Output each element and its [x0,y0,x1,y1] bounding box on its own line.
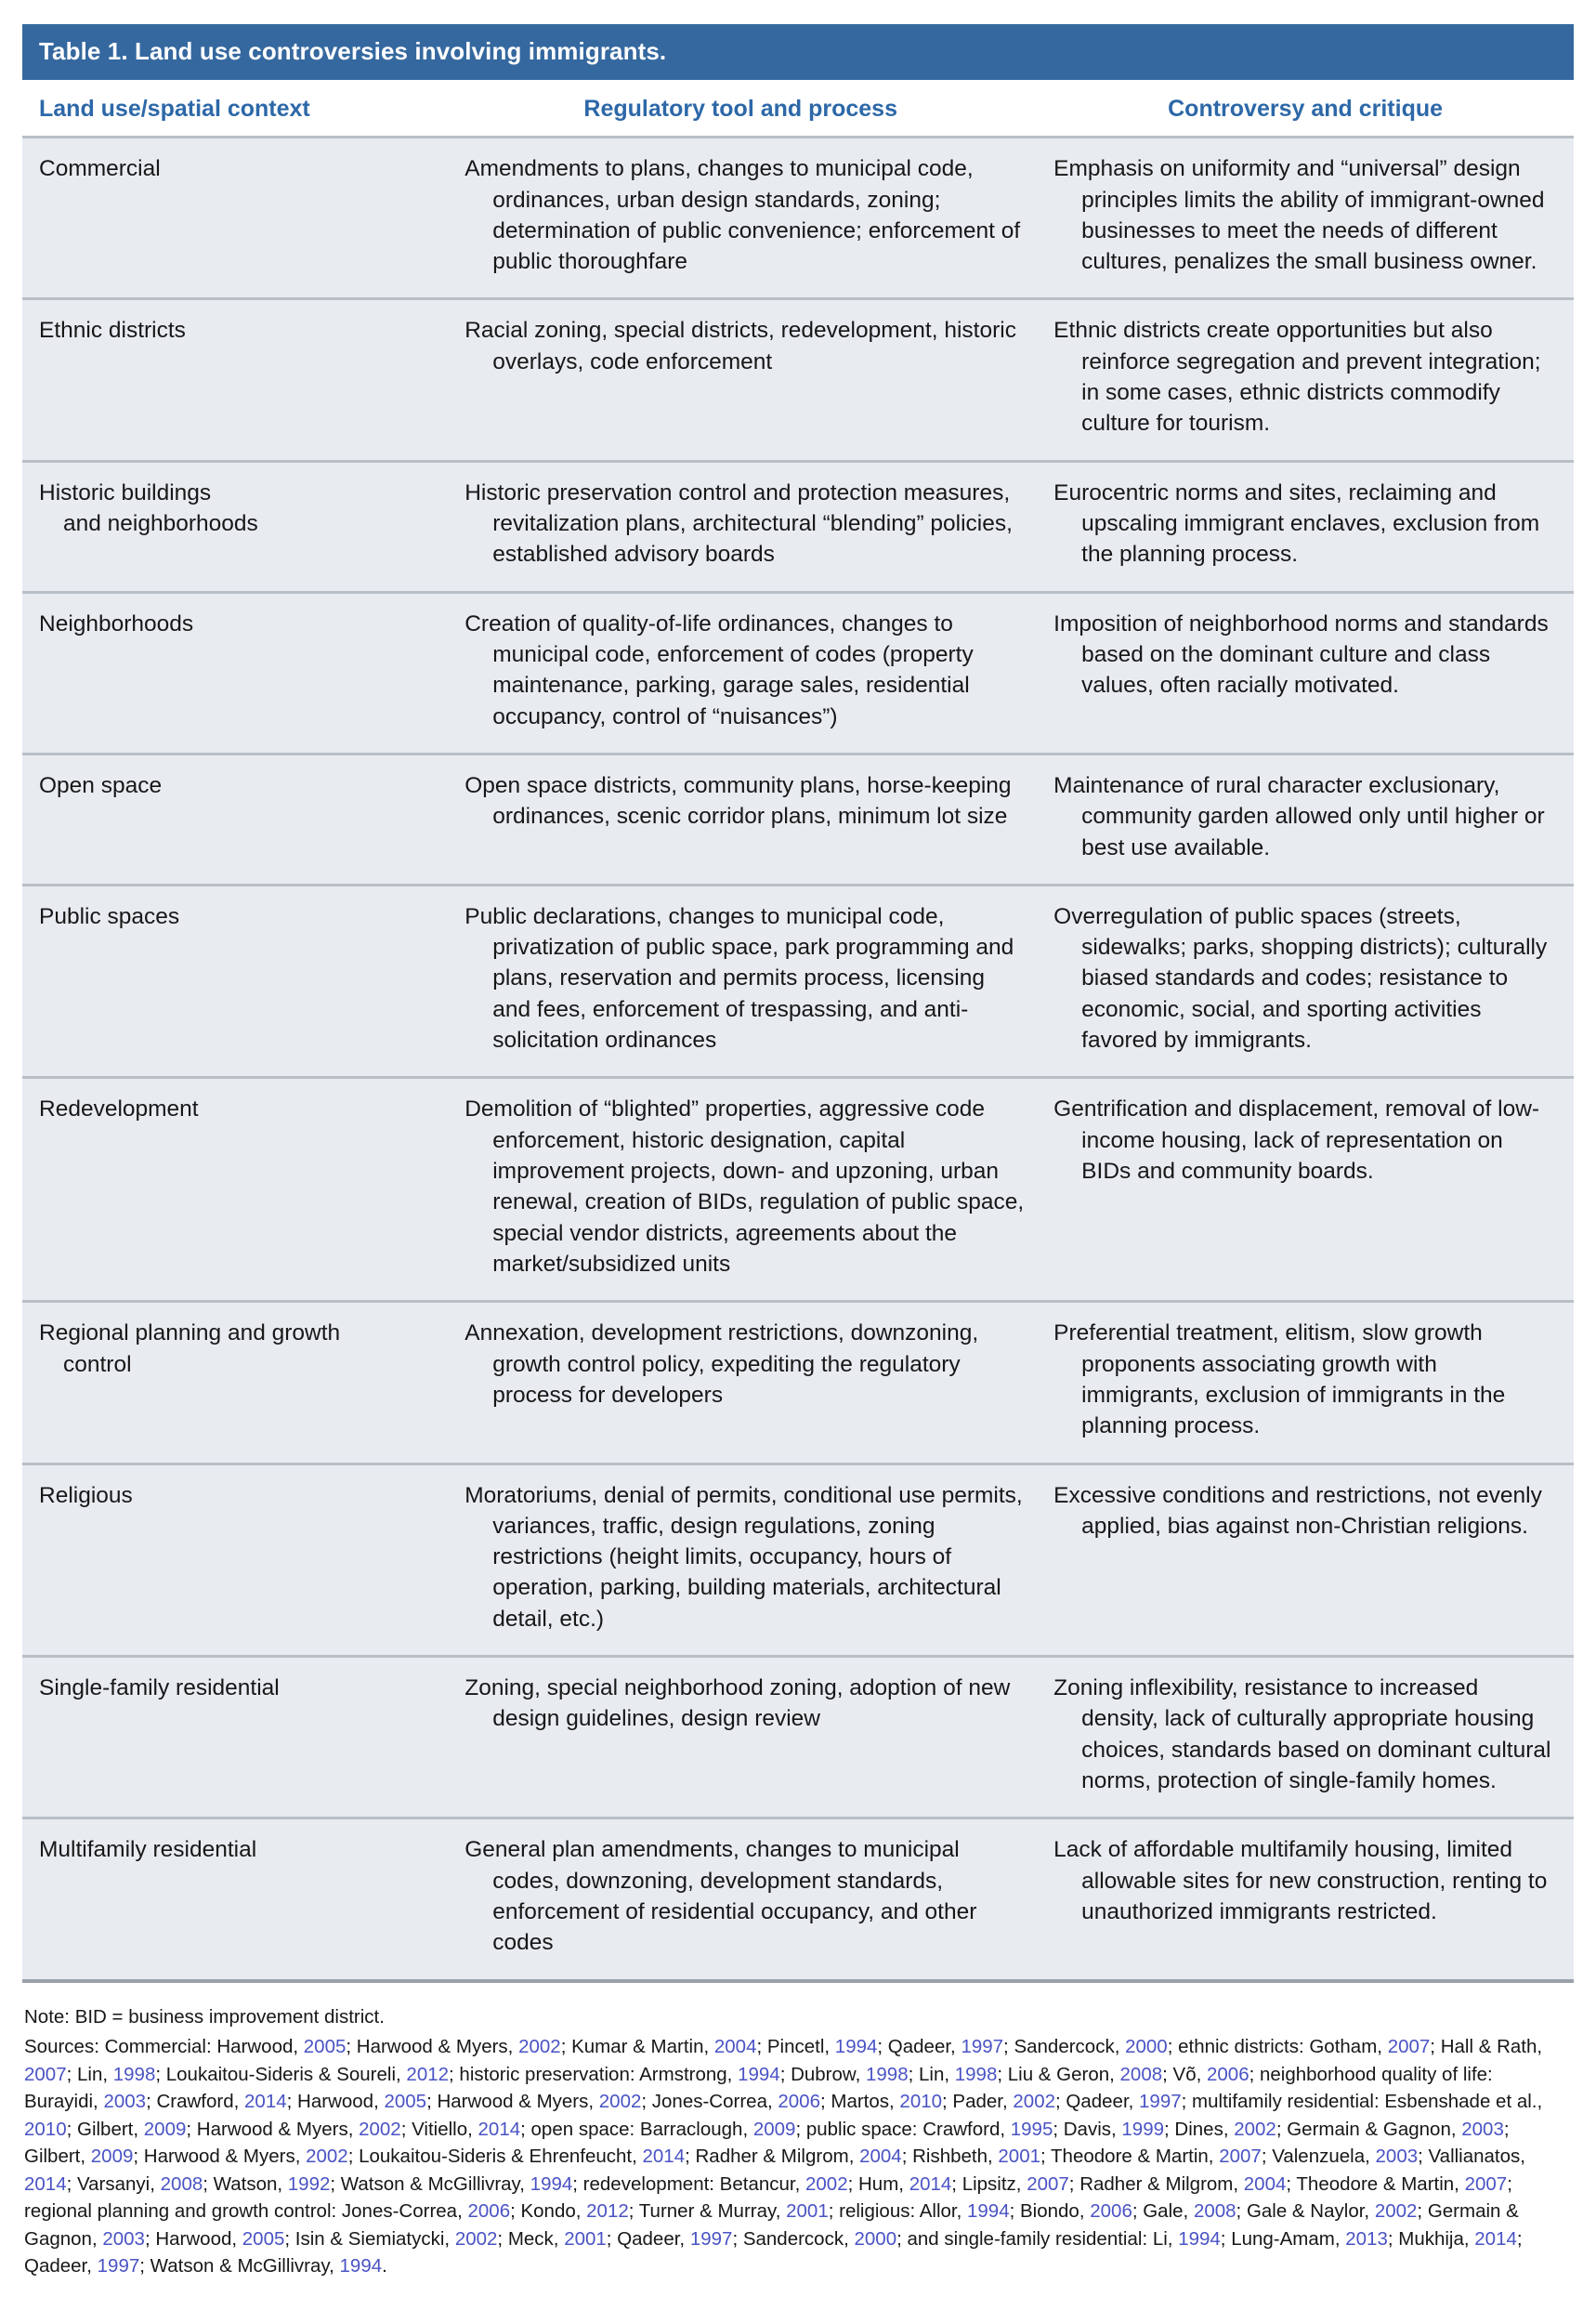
table-row [22,594,1574,755]
controversy-critique-text: Preferential treatment, elitism, slow growth proponents associating growth with immigrants, exclusion of immigrants in the planning process. [1053,1320,1506,1439]
citation-year: 2009 [90,2146,134,2168]
citation-year: 2014 [642,2146,686,2168]
context-label: Multifamily residential [39,1837,257,1863]
table-row [22,755,1574,886]
cell-controversy-critique [1037,886,1574,1077]
cell-regulatory-tool [444,1658,1037,1817]
column-header-controversy: Controversy and critique [1168,96,1444,123]
citation-year: 2001 [786,2200,829,2223]
citation-year: 2009 [143,2118,187,2140]
controversy-critique-text: Gentrification and displacement, removal of low-income housing, lack of representation on BIDs and community boards. [1053,1096,1540,1184]
citation-year: 1994 [339,2255,383,2277]
citation-year: 2014 [1474,2227,1517,2250]
cell-controversy-critique [1037,463,1574,591]
citation-year: 1994 [1178,2227,1221,2250]
table-footnotes [22,1983,1574,2280]
cell-controversy-critique [1037,300,1574,459]
table-row [22,1819,1574,1982]
citation-year: 2008 [1119,2063,1163,2085]
context-label: Public spaces [39,903,180,929]
regulatory-tool-text: General plan amendments, changes to municipal codes, downzoning, development standards, enforcement of residential occupancy, and other codes [464,1837,977,1956]
context-label: Open space [39,772,163,798]
cell-land-use-context [22,1465,444,1656]
citation-year: 2003 [102,2227,145,2250]
context-label: Redevelopment [39,1096,199,1122]
citation-year: 2012 [406,2063,450,2085]
table-row [22,1303,1574,1464]
table-title: Table 1. Land use controversies involving immigrants. [22,24,1574,80]
context-label-continued: and neighborhoods [63,511,258,536]
controversy-critique-text: Excessive conditions and restrictions, not evenly applied, bias against non-Christian religions. [1053,1482,1542,1539]
controversy-critique-text: Overregulation of public spaces (streets, sidewalks; parks, shopping districts); culturally biased standards and codes; resistance to economic, social, and sporting activities favored by immigrants. [1053,903,1548,1054]
note-bid-definition: Note: BID = business improvement district. [24,2005,385,2028]
citation-year: 1995 [1010,2118,1053,2140]
cell-controversy-critique [1037,138,1574,297]
cell-regulatory-tool [444,1303,1037,1462]
citation-year: 1997 [689,2227,733,2250]
citation-year: 2002 [805,2172,848,2195]
context-label: Commercial [39,156,161,182]
citation-year: 2002 [454,2227,498,2250]
column-header-land-use: Land use/spatial context [39,96,310,123]
cell-regulatory-tool [444,1465,1037,1656]
citation-year: 1998 [865,2063,909,2085]
context-label: Ethnic districts [39,318,186,344]
citation-year: 2006 [467,2200,511,2223]
table-row [22,1079,1574,1303]
cell-controversy-critique [1037,1465,1574,1656]
cell-land-use-context [22,1079,444,1300]
cell-regulatory-tool [444,1819,1037,1978]
context-label: Single-family residential [39,1675,280,1701]
citation-year: 2005 [384,2091,427,2113]
citation-year: 2004 [713,2036,757,2058]
controversy-critique-text: Eurocentric norms and sites, reclaiming and upscaling immigrant enclaves, exclusion from the planning process. [1053,479,1540,568]
citation-year: 2001 [564,2227,607,2250]
citation-year: 2000 [854,2227,897,2250]
citation-year: 1997 [97,2255,140,2277]
table-row [22,1658,1574,1819]
citation-year: 2007 [1387,2036,1431,2058]
citation-year: 2010 [899,2091,943,2113]
context-label: Regional planning and growth [39,1320,341,1346]
citation-year: 2013 [1345,2227,1388,2250]
citation-year: 2014 [244,2091,287,2113]
citation-year: 2014 [477,2118,521,2140]
citation-year: 1992 [287,2172,331,2195]
context-label: Neighborhoods [39,610,194,637]
citation-year: 2006 [1090,2200,1132,2223]
table-row [22,1465,1574,1659]
regulatory-tool-text: Amendments to plans, changes to municipal code, ordinances, urban design standards, zoning; determination of public convenience; enforcement of public thoroughfare [464,156,1021,275]
regulatory-tool-text: Annexation, development restrictions, downzoning, growth control policy, expediting the regulatory process for developers [464,1320,979,1408]
citation-year: 2007 [1027,2172,1069,2195]
citation-year: 2002 [306,2146,348,2168]
citation-year: 2002 [518,2036,561,2058]
context-label: Historic buildings [39,479,212,505]
citation-year: 2004 [1243,2172,1287,2195]
citation-year: 1994 [738,2063,780,2085]
regulatory-tool-text: Zoning, special neighborhood zoning, adoption of new design guidelines, design review [464,1675,1011,1732]
regulatory-tool-text: Moratoriums, denial of permits, conditional use permits, variances, traffic, design regulations, zoning restrictions (height limits, occupancy, hours of operation, parking, building materials, architectural detail, etc.) [464,1482,1023,1632]
table-body [22,138,1574,1982]
table-column-headers [22,80,1574,138]
cell-regulatory-tool [444,886,1037,1077]
citation-year: 1999 [1121,2118,1165,2140]
citation-year: 2002 [359,2118,401,2140]
citation-year: 2003 [1461,2118,1504,2140]
regulatory-tool-text: Demolition of “blighted” properties, aggressive code enforcement, historic designation, capital improvement projects, down- and upzoning, urban renewal, creation of BIDs, regulation of public space, special vendor districts, agreements about the market/subsidized units [464,1096,1025,1277]
cell-regulatory-tool [444,755,1037,884]
regulatory-tool-text: Historic preservation control and protection measures, revitalization plans, architectural “blending” policies, established advisory boards [464,479,1013,568]
cell-land-use-context [22,1658,444,1817]
regulatory-tool-text: Racial zoning, special districts, redevelopment, historic overlays, code enforcement [464,318,1016,374]
citation-year: 2006 [1207,2063,1249,2085]
regulatory-tool-text: Creation of quality-of-life ordinances, changes to municipal code, enforcement of codes (property maintenance, parking, garage sales, residential occupancy, control of “nuisances”) [464,610,974,729]
cell-land-use-context [22,1819,444,1978]
column-header-regulatory-tool: Regulatory tool and process [583,96,897,123]
cell-controversy-critique [1037,1079,1574,1300]
citation-year: 2002 [598,2091,642,2113]
citation-year: 2003 [1375,2146,1419,2168]
context-label: Religious [39,1482,133,1508]
cell-land-use-context [22,138,444,297]
regulatory-tool-text: Open space districts, community plans, horse-keeping ordinances, scenic corridor plans, minimum lot size [464,772,1012,830]
cell-land-use-context [22,755,444,884]
citation-year: 2005 [242,2227,285,2250]
citation-year: 1998 [954,2063,998,2085]
citation-year: 2005 [303,2036,347,2058]
cell-land-use-context [22,1303,444,1462]
citation-year: 1998 [112,2063,156,2085]
citation-year: 2009 [752,2118,796,2140]
citation-year: 2007 [1219,2146,1262,2168]
cell-regulatory-tool [444,1079,1037,1300]
cell-land-use-context [22,463,444,591]
controversy-critique-text: Ethnic districts create opportunities but also reinforce segregation and prevent integration; in some cases, ethnic districts commodify culture for tourism. [1053,318,1541,437]
citation-year: 2007 [1464,2172,1508,2195]
cell-controversy-critique [1037,1819,1574,1978]
citation-year: 2003 [103,2091,147,2113]
cell-controversy-critique [1037,755,1574,884]
regulatory-tool-text: Public declarations, changes to municipal code, privatization of public space, park programming and plans, reservation and permits process, licensing and fees, enforcement of trespassing, and anti-solicitation ordinances [464,903,1014,1054]
cell-land-use-context [22,300,444,459]
table-row [22,300,1574,462]
citation-year: 1994 [530,2172,573,2195]
controversy-critique-text: Maintenance of rural character exclusionary, community garden allowed only until higher or best use available. [1053,772,1545,860]
controversy-critique-text: Lack of affordable multifamily housing, limited allowable sites for new construction, renting to unauthorized immigrants restricted. [1053,1837,1548,1924]
controversy-critique-text: Imposition of neighborhood norms and standards based on the dominant culture and class values, often racially motivated. [1053,610,1549,699]
cell-regulatory-tool [444,594,1037,753]
citation-year: 1994 [834,2036,878,2058]
citation-year: 2002 [1374,2200,1418,2223]
cell-controversy-critique [1037,594,1574,753]
citation-year: 2014 [909,2172,952,2195]
citation-year: 1994 [967,2200,1010,2223]
table-row [22,463,1574,594]
citation-year: 2012 [586,2200,629,2223]
table-row [22,138,1574,300]
citation-year: 2001 [998,2146,1041,2168]
citation-year: 2008 [1193,2200,1236,2223]
citation-year: 2014 [24,2172,67,2195]
table-row [22,886,1574,1080]
citation-year: 2000 [1125,2036,1168,2058]
controversy-critique-text: Emphasis on uniformity and “universal” design principles limits the ability of immigrant-owned businesses to meet the needs of different cultures, penalizes the small business owner. [1053,156,1545,275]
citation-year: 2008 [160,2172,203,2195]
citation-year: 2010 [24,2118,67,2140]
controversy-critique-text: Zoning inflexibility, resistance to increased density, lack of culturally appropriate housing choices, standards based on dominant cultural norms, protection of single-family homes. [1053,1675,1551,1793]
cell-controversy-critique [1037,1658,1574,1817]
cell-regulatory-tool [444,463,1037,591]
citation-year: 1997 [961,2036,1004,2058]
cell-land-use-context [22,886,444,1077]
citation-year: 2002 [1013,2091,1055,2113]
citation-year: 1997 [1139,2091,1182,2113]
sources-list: Sources: Commercial: Harwood, 2005; Harwood & Myers, 2002; Kumar & Martin, 2004; Pincetl, 1994; Qadeer, 1997; Sandercock, 2000; ethnic districts: Gotham, 2007; Hall & Rath, 2007; Lin, 1998; Loukaitou-Sideris & Soureli, 2012; historic preservation: Armstrong, 1994; Dubrow, 1998; Lin, 1998; Liu & Geron, 2008; Võ, 2006; neighborhood quality of life: Burayidi, 2003; Crawford, 2014; Harwood, 2005; Harwood & Myers, 2002; Jones-Correa, 2006; Martos, 2010; Pader, 2002; Qadeer, 1997; multifamily residential: Esbenshade et al., 2010; Gilbert, 2009; Harwood & Myers, 2002; Vitiello, 2014; open space: Barraclough, 2009; public space: Crawford, 1995; Davis, 1999; Dines, 2002; Germain & Gagnon, 2003; Gilbert, 2009; Harwood & Myers, 2002; Loukaitou-Sideris & Ehrenfeucht, 2014; Radher & Milgrom, 2004; Rishbeth, 2001; Theodore & Martin, 2007; Valenzuela, 2003; Vallianatos, 2014; Varsanyi, 2008; Watson, 1992; Watson & McGillivray, 1994; redevelopment: Betancur, 2002; Hum, 2014; Lipsitz, 2007; Radher & Milgrom, 2004; Theodore & Martin, 2007; regional planning and growth control: Jones-Correa, 2006; Kondo, 2012; Turner & Murray, 2001; religious: Allor, 1994; Biondo, 2006; Gale, 2008; Gale & Naylor, 2002; Germain & Gagnon, 2003; Harwood, 2005; Isin & Siemiatycki, 2002; Meck, 2001; Qadeer, 1997; Sandercock, 2000; and single-family residential: Li, 1994; Lung-Amam, 2013; Mukhija, 2014; Qadeer, 1997; Watson & McGillivray, 1994. [24,2036,1543,2277]
citation-year: 2007 [24,2063,67,2085]
cell-controversy-critique [1037,1303,1574,1462]
cell-regulatory-tool [444,300,1037,459]
cell-regulatory-tool [444,138,1037,297]
citation-year: 2006 [778,2091,820,2113]
citation-year: 2002 [1234,2118,1276,2140]
context-label-continued: control [63,1351,132,1377]
cell-land-use-context [22,594,444,753]
citation-year: 2004 [859,2146,902,2168]
